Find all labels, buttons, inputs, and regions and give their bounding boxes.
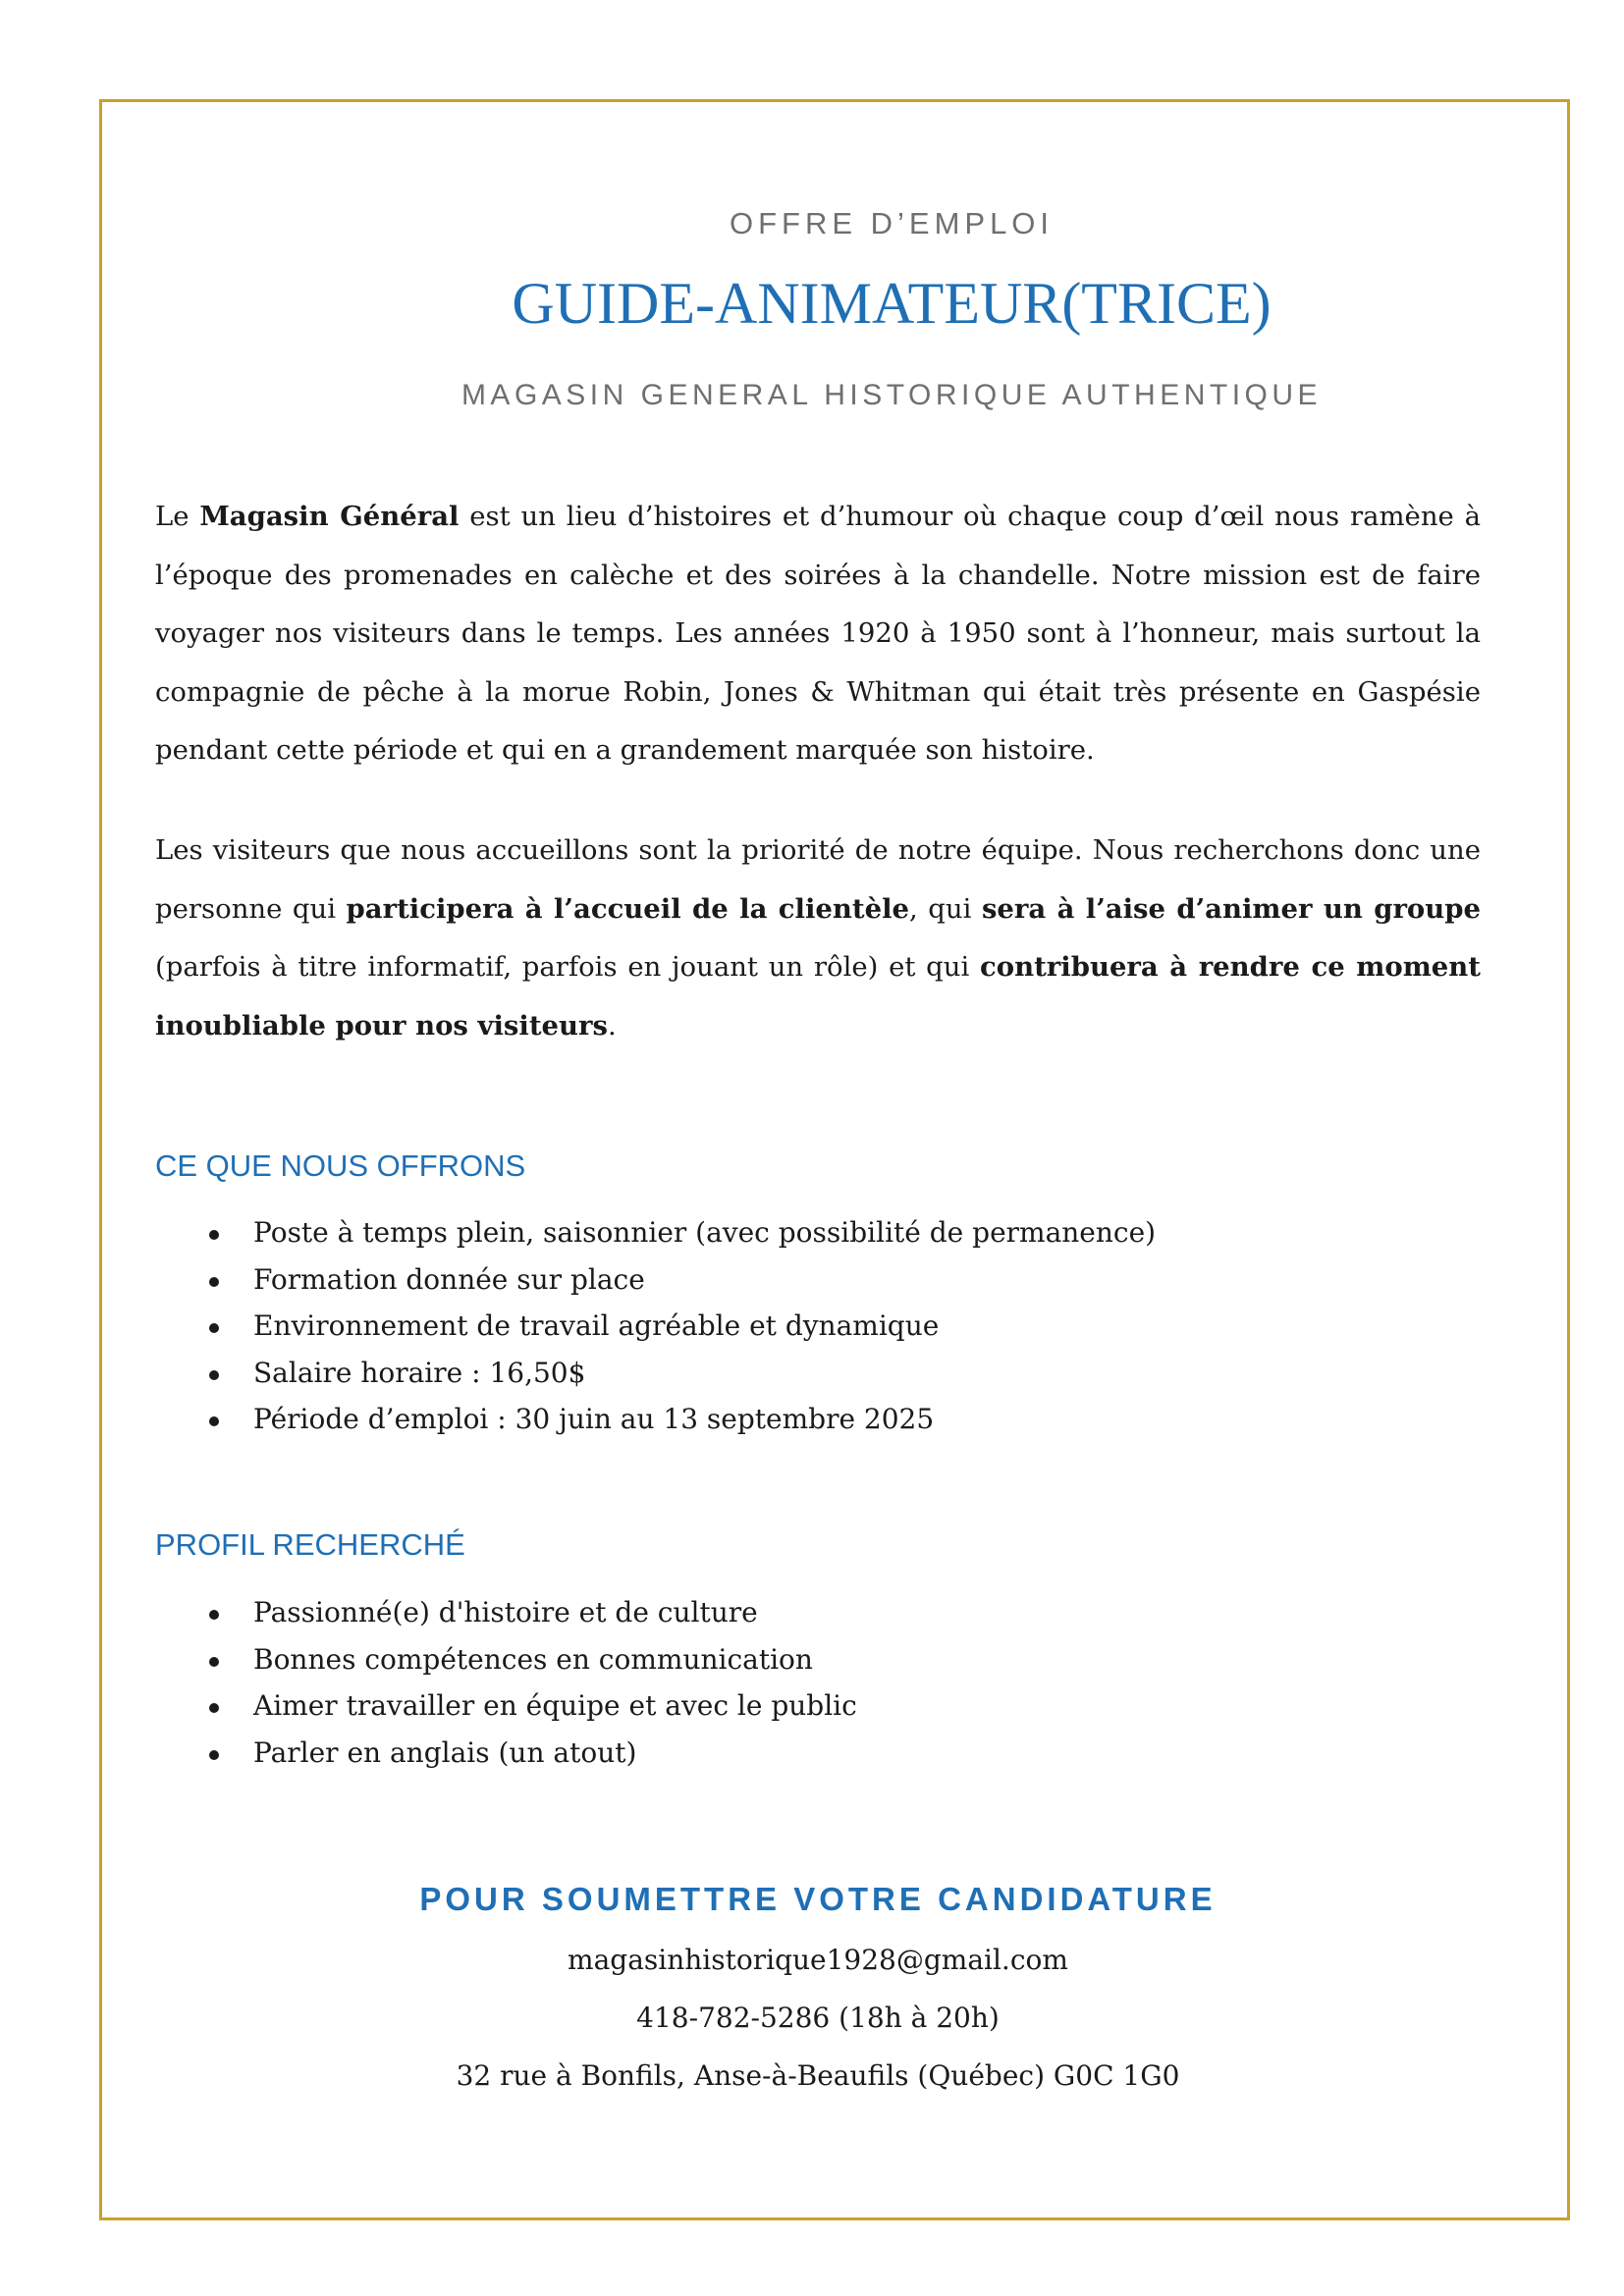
intro-text-rest: est un lieu d’histoires et d’humour où chaque coup d’œil nous ramène à l’époque des promenades en calèche et des soirées à la chandelle. Notre mission est de faire voyager nos visiteurs dans le temps. Les années 1920 à 1950 sont à l’honneur, mais surtout la compagnie de pêche à la morue Robin, Jones & Whitman qui était très présente en Gaspésie pendant cette période et qui en a grandement marquée son histoire. [155, 501, 1482, 766]
bullet-icon [209, 1370, 219, 1380]
bullet-icon [209, 1657, 219, 1667]
mission-text-1: Les visiteurs que nous accueillons sont la priorité de notre équipe. Nous recherchons donc une personne qui [155, 834, 1481, 925]
offer-list [155, 1209, 1156, 1443]
list-item-text: Bonnes compétences en communication [253, 1642, 813, 1676]
contact-address: 32 rue à Bonfils, Anse-à-Beaufils (Québec) G0C 1G0 [456, 2059, 1180, 2092]
job-title: GUIDE-ANIMATEUR(TRICE) [512, 271, 1272, 336]
list-item [155, 1730, 857, 1777]
mission-text-2: , qui [909, 892, 982, 925]
apply-heading: POUR SOUMETTRE VOTRE CANDIDATURE [419, 1881, 1217, 1917]
bullet-icon [209, 1703, 219, 1713]
mission-text-4: . [608, 1009, 617, 1041]
list-item-text: Parler en anglais (un atout) [253, 1735, 637, 1769]
company-subtitle: MAGASIN GENERAL HISTORIQUE AUTHENTIQUE [460, 379, 1323, 411]
mission-bold-1: participera à l’accueil de la clientèle [346, 892, 910, 925]
list-item-text: Passionné(e) d'histoire et de culture [253, 1596, 758, 1629]
profile-heading: PROFIL RECHERCHÉ [155, 1527, 465, 1562]
list-item [155, 1256, 1156, 1304]
mission-text-3: (parfois à titre informatif, parfois en jouant un rôle) et qui [155, 951, 980, 983]
profile-list [155, 1589, 857, 1776]
offer-heading: CE QUE NOUS OFFRONS [155, 1148, 526, 1183]
list-item [155, 1209, 1156, 1256]
list-item-text: Poste à temps plein, saisonnier (avec possibilité de permanence) [253, 1216, 1157, 1249]
list-item [155, 1682, 857, 1730]
list-item-text: Période d’emploi : 30 juin au 13 septembre 2025 [253, 1403, 935, 1435]
intro-bold-name: Magasin Général [199, 501, 460, 532]
bullet-icon [209, 1230, 219, 1240]
list-item [155, 1303, 1156, 1350]
mission-bold-3: contribuera à rendre ce moment inoubliable pour nos visiteurs [155, 951, 1481, 1041]
posting-kicker: OFFRE D’EMPLOI [729, 206, 1055, 240]
list-item-text: Formation donnée sur place [253, 1262, 645, 1296]
bullet-icon [209, 1750, 219, 1760]
list-item [155, 1636, 857, 1683]
bullet-icon [209, 1416, 219, 1426]
intro-paragraph [155, 488, 1481, 780]
mission-paragraph [155, 822, 1481, 1055]
list-item-text: Environnement de travail agréable et dynamique [253, 1309, 940, 1342]
list-item [155, 1589, 857, 1636]
list-item-text: Aimer travailler en équipe et avec le public [253, 1689, 857, 1722]
list-item-text: Salaire horaire : 16,50$ [253, 1356, 586, 1389]
bullet-icon [209, 1610, 219, 1620]
bullet-icon [209, 1323, 219, 1333]
bullet-icon [209, 1277, 219, 1287]
intro-text: Le [155, 501, 200, 532]
list-item [155, 1396, 1156, 1443]
contact-email: magasinhistorique1928@gmail.com [568, 1944, 1068, 1976]
list-item [155, 1350, 1156, 1397]
contact-phone: 418-782-5286 (18h à 20h) [636, 2002, 1000, 2034]
mission-bold-2: sera à l’aise d’animer un groupe [981, 892, 1481, 925]
